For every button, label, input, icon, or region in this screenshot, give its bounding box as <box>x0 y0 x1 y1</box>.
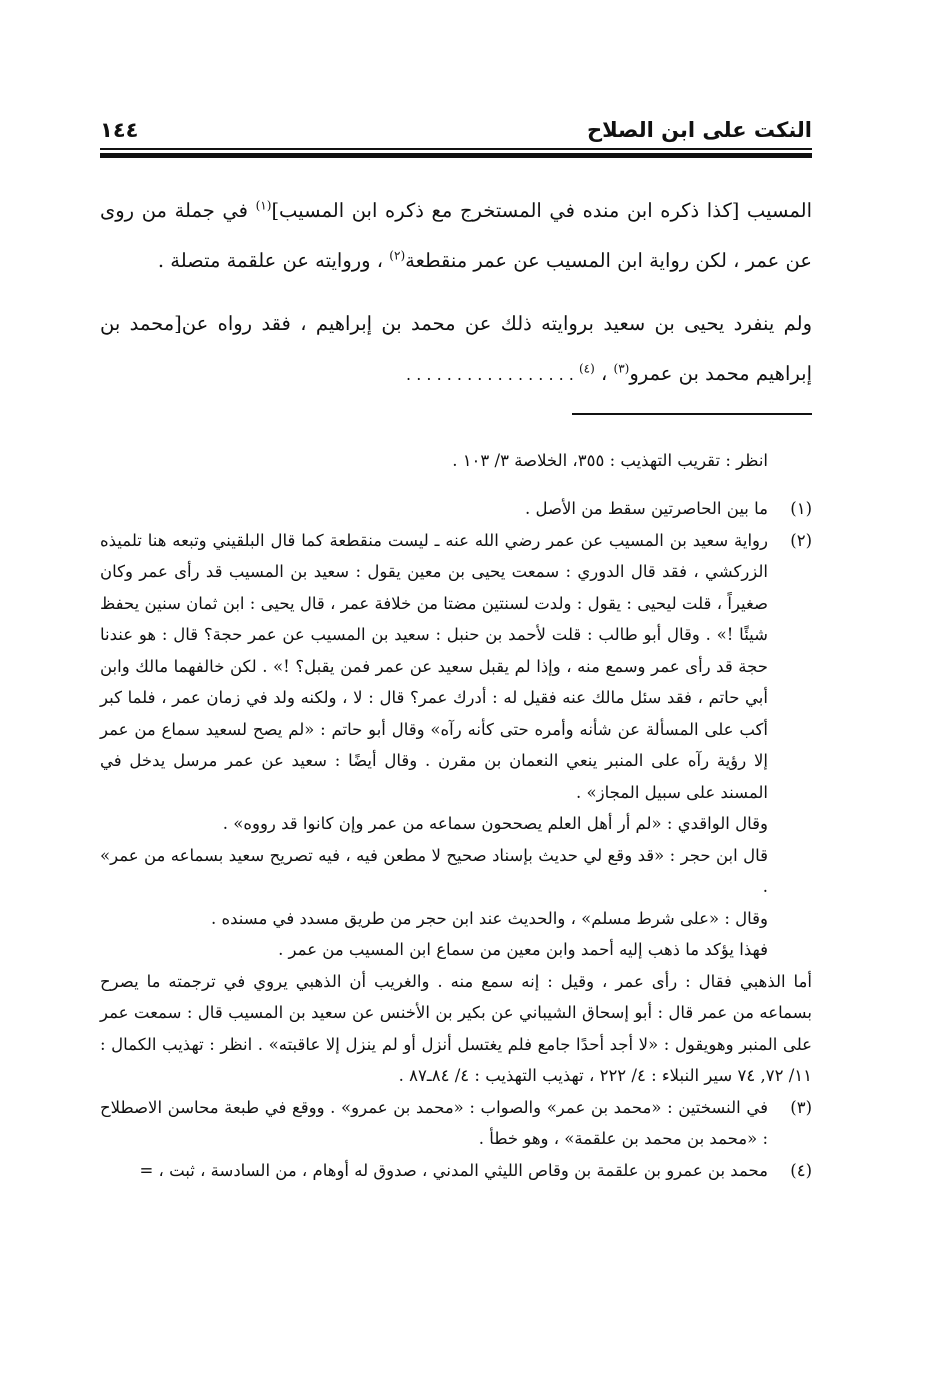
main-text <box>100 186 812 400</box>
footnote-3-number: (٣) <box>790 1097 812 1117</box>
footnote-3 <box>100 1092 812 1155</box>
page-number: ١٤٤ <box>100 118 139 142</box>
main-p2-part-a: ولم ينفرد يحيى بن سعيد بروايته ذلك عن محمد بن إبراهيم ، فقد رواه عن[محمد بن إبراهيم محمد بن عمرو <box>100 312 812 385</box>
footnote-2 <box>100 525 812 966</box>
footnote-ref-3: (٣) <box>613 361 630 376</box>
main-p2-part-b: ، <box>594 362 614 385</box>
header-rule-thin <box>100 148 812 150</box>
running-header <box>100 108 812 142</box>
footnote-2-para-5: فهذا يؤكد ما ذهب إليه أحمد وابن معين من سماع ابن المسيب من عمر . <box>278 940 768 959</box>
header-rule-thick <box>100 153 812 158</box>
footnote-1-text: ما بين الحاصرتين سقط من الأصل . <box>525 499 768 518</box>
footnote-ref-4: (٤) <box>578 361 595 376</box>
footnote-1 <box>100 493 812 525</box>
footnote-2-para-4: وقال : «على شرط مسلم» ، والحديث عند ابن حجر من طريق مسدد في مسنده . <box>210 908 768 928</box>
main-p1-part-b: في جملة من روى عن عمر ، لكن رواية ابن المسيب عن عمر منقطعة <box>100 199 812 272</box>
book-page <box>100 108 812 1186</box>
footnote-4-text: محمد بن عمرو بن علقمة بن وقاص الليثي المدني ، صدوق له أوهام ، من السادسة ، ثبت ، = <box>139 1160 768 1180</box>
footnote-intro: انظر : تقريب التهذيب : ٣٥٥، الخلاصة ٣/ ١٠٣ . <box>452 451 768 470</box>
footnote-2-number: (٢) <box>790 530 812 550</box>
main-p1-part-a: المسيب [كذا ذكره ابن منده في المستخرج مع ذكره ابن المسيب] <box>271 199 812 222</box>
continuation-dots: . . . . . . . . . . . . . . . . . <box>406 365 579 384</box>
footnotes <box>100 445 812 1186</box>
footnote-2-para-1: رواية سعيد بن المسيب عن عمر رضي الله عنه ـ ليست منقطعة كما قال البلقيني وتبعه هنا تلميذه الزركشي ، فقد قال الدوري : سمعت يحيى بن معين يقول : سعيد بن المسيب قد رأى عمر وكان صغيراً ، قلت ليحيى : يقول : ولدت لسنتين مضتا من خلافة عمر ، قال يحيى : ابن ثمان سنين يحفظ شيئًا !» . وقال أبو طالب : قلت لأحمد بن حنبل : سعيد بن المسيب عن عمر حجة؟ قال : هو عندنا حجة قد رأى عمر وسمع منه ، وإذا لم يقبل سعيد عن عمر فمن يقبل؟ !» . لكن خالفهما مالك وابن أبي حاتم ، فقد سئل مالك عنه فقيل له : أدرك عمر؟ قال : لا ، ولكنه ولد في زمان عمر ، فلما كبر أكب على المسألة عن شأنه وأمره حتى كأنه رآه» وقال أبو حاتم : «لم يصح لسعيد سماع من عمر إلا رؤية رآه على المنبر ينعي النعمان بن مقرن . وقال أيضًا : سعيد عن عمر مرسل يدخل في المسند على سبيل المجاز» . <box>100 530 768 802</box>
footnote-2-para-2: وقال الواقدي : «لم أر أهل العلم يصححون سماعه من عمر وإن كانوا قد رووه» . <box>222 814 768 833</box>
footnote-4 <box>100 1155 812 1187</box>
main-p1-part-c: ، وروايته عن علقمة متصلة . <box>157 249 390 272</box>
main-paragraph-2 <box>100 299 812 400</box>
footnote-2-para-3: قال ابن حجر : «قد وقع لي حديث بإسناد صحيح لا مطعن فيه ، فيه تصريح سعيد بسماعه من عمر» . <box>100 845 768 896</box>
footnote-ref-2: (٢) <box>389 248 406 263</box>
footnote-2-para-6: أما الذهبي فقال : رأى عمر ، وقيل : إنه سمع منه . والغريب أن الذهبي يروي في ترجمته ما يصرح بسماعه من عمر قال : أبو إسحاق الشيباني عن بكير بن الأخنس عن سعيد بن المسيب قال : سمعت عمر على المنبر وهويقول : «لا أجد أحدًا جامع فلم يغتسل أنزل أو لم ينزل إلا عاقبته» . انظر : تهذيب الكمال : ١١/ ٧٢, ٧٤ سير النبلاء : ٤/ ٢٢٢ ، تهذيب التهذيب : ٤/ ٨٤ـ٨٧ . <box>100 971 812 1085</box>
footnote-1-number: (١) <box>790 499 812 518</box>
footnote-3-text: في النسختين : «محمد بن عمر» والصواب : «محمد بن عمرو» . ووقع في طبعة محاسن الاصطلاح : «محمد بن محمد بن علقمة» ، وهو خطأ . <box>100 1097 768 1148</box>
footnote-separator <box>572 413 812 415</box>
main-paragraph-1 <box>100 186 812 286</box>
footnote-ref-1: (١) <box>255 198 272 213</box>
running-title: النكت على ابن الصلاح <box>586 118 812 142</box>
footnote-4-number: (٤) <box>790 1160 812 1180</box>
